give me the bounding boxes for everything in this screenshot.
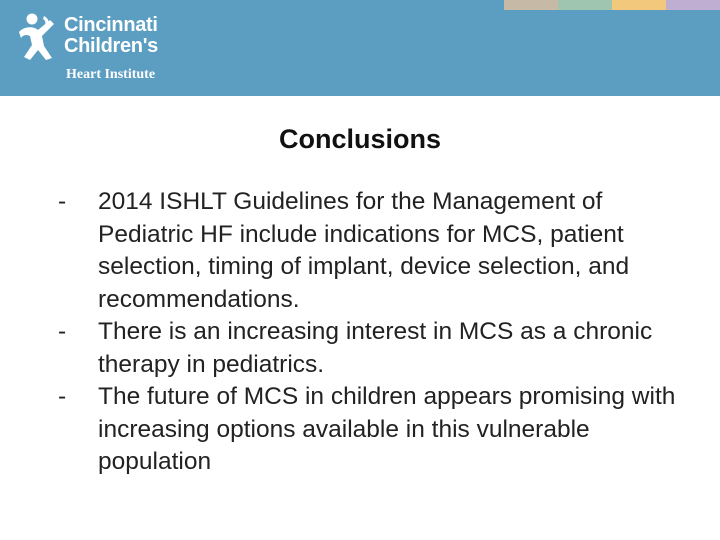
bullet-item xyxy=(58,381,698,479)
bullet-marker: - xyxy=(58,318,67,345)
header-band xyxy=(0,0,720,96)
logo-wordmark-line2: Children's xyxy=(64,35,158,57)
accent-bar xyxy=(504,0,558,10)
cincinnati-childrens-logo xyxy=(14,10,214,90)
accent-bar xyxy=(666,0,720,10)
bullet-list xyxy=(58,186,698,479)
logo-wordmark-line1: Cincinnati xyxy=(64,14,158,36)
bullet-item xyxy=(58,316,698,381)
slide-title: Conclusions xyxy=(278,124,441,154)
bullet-marker: - xyxy=(58,188,67,215)
child-figure-icon xyxy=(14,12,62,62)
accent-bar xyxy=(612,0,666,10)
bullet-item xyxy=(58,186,698,316)
logo-subtitle: Heart Institute xyxy=(66,67,156,82)
accent-bar xyxy=(558,0,612,10)
bullet-marker: - xyxy=(58,383,67,410)
bullet-text: There is an increasing interest in MCS as a chronic therapy in pediatrics. xyxy=(98,318,653,378)
bullet-text: The future of MCS in children appears promising with increasing options available in this vulnerable population xyxy=(98,383,676,475)
accent-bars xyxy=(504,0,720,10)
bullet-text: 2014 ISHLT Guidelines for the Management of Pediatric HF include indications for MCS, patient selection, timing of implant, device selection, and recommendations. xyxy=(98,188,630,313)
